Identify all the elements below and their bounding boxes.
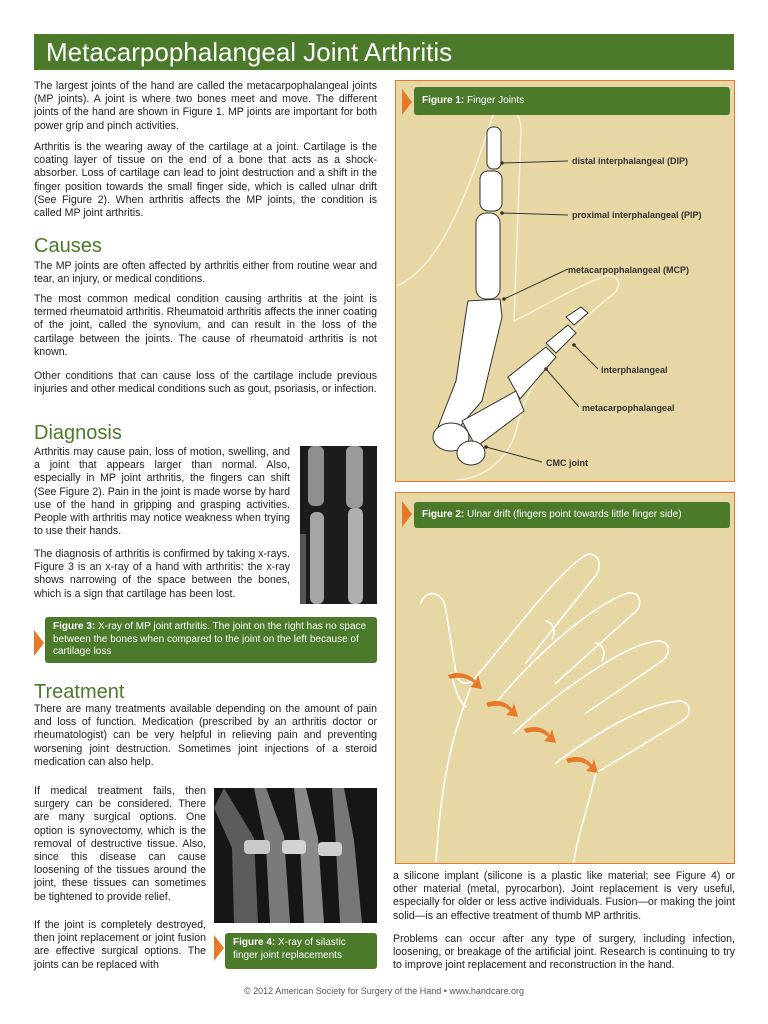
causes-paragraph-1: The MP joints are often affected by arthritis either from routine wear and tear, an injury, or medical conditions. <box>34 260 377 286</box>
page-title: Metacarpophalangeal Joint Arthritis <box>34 34 734 70</box>
causes-heading: Causes <box>34 235 102 257</box>
label-pip: proximal interphalangeal (PIP) <box>572 210 702 220</box>
figure-3-caption <box>45 617 377 663</box>
figure-1-panel <box>395 80 735 482</box>
treatment-paragraph-2: If medical treatment fails, then surgery can be considered. There are many surgical options. One option is synovectomy, which is the removal of destructive tissue. Also, since this disease can cause loosening of the tissues around the joint, these tissues can sometimes be tightened to provide relief. <box>34 785 206 903</box>
treatment-paragraph-5: Problems can occur after any type of surgery, including infection, loosening, or breakage of the artificial joint. Research is continuing to try to improve joint replacement and reconstruction in the hand. <box>393 933 735 972</box>
label-dip: distal interphalangeal (DIP) <box>572 156 689 166</box>
figure-2-panel <box>395 492 735 864</box>
diagnosis-paragraph-2: The diagnosis of arthritis is confirmed by taking x-rays. Figure 3 is an x-ray of a hand with arthritis: the x-ray shows narrowing of the space between the bones, which is a sign that cartilage has been lost. <box>34 548 290 600</box>
figure-4-arrow-icon <box>214 935 224 961</box>
figure-4-caption <box>225 933 377 969</box>
figure-4-xray-image <box>214 788 377 923</box>
diagnosis-heading: Diagnosis <box>34 422 122 444</box>
treatment-paragraph-1: There are many treatments available depending on the amount of pain and loss of function. Medication (prescribed by an arthritis doctor or rheumatologist) can be very helpful in relieving pain and preventing worsening joint destruction. Sometimes joint injections of a steroid medication can also help. <box>34 703 377 768</box>
figure-2-label: Figure 2: <box>422 509 465 520</box>
page-footer: © 2012 American Society for Surgery of the Hand • www.handcare.org <box>244 986 524 996</box>
label-mcp: metacarpophalangeal (MCP) <box>568 265 690 275</box>
figure-3-text: X-ray of MP joint arthritis. The joint on the right has no space between the bones when compared to the joint on the left because of cartilage loss <box>53 621 367 657</box>
treatment-paragraph-4: a silicone implant (silicone is a plastic like material; see Figure 4) or other material (metal, pyrocarbon). Joint replacement is very useful, especially for older or less active individuals. Fusion—or making the joint solid—is an effective treatment of thumb MP arthritis. <box>393 870 735 922</box>
treatment-paragraph-3: If the joint is completely destroyed, then joint replacement or joint fusion are effective surgical options. The joints can be replaced with <box>34 919 206 971</box>
figure-1-label: Figure 1: <box>422 95 465 106</box>
figure-4-label: Figure 4: <box>233 937 276 948</box>
figure-1-text: Finger Joints <box>467 95 525 106</box>
diagnosis-paragraph-1: Arthritis may cause pain, loss of motion, swelling, and a joint that appears larger than normal. Also, especially in MP joint arthritis, the fingers can shift (See Figure 2). Pain in the joint is made worse by hard use of the hand in gripping and grasping activities. People with arthritis may notice weakness when trying to use their hands. <box>34 446 290 538</box>
figure-1-caption <box>414 87 730 115</box>
figure-3-label: Figure 3: <box>53 621 96 632</box>
figure-2-arrow-icon <box>402 501 412 527</box>
causes-paragraph-3: Other conditions that can cause loss of the cartilage include previous injuries and other medical conditions such as gout, psoriasis, or infection. <box>34 370 377 396</box>
label-interphalangeal: interphalangeal <box>601 365 668 375</box>
intro-paragraph-1: The largest joints of the hand are called the metacarpophalangeal joints (MP joints). A joint is where two bones meet and move. The different joints of the hand are shown in Figure 1. MP joints are important for both power grip and pinch activities. <box>34 80 377 132</box>
finger-joints-illustration <box>396 81 733 480</box>
figure-3-arrow-icon <box>34 630 44 656</box>
figure-3-xray-image <box>300 446 377 604</box>
intro-paragraph-2: Arthritis is the wearing away of the cartilage at a joint. Cartilage is the coating layer of tissue on the end of a bone that acts as a shock-absorber. Loss of cartilage can lead to joint destruction and a shift in the finger position towards the small finger side, which is called ulnar drift (See Figure 2). When arthritis affects the MP joints, the condition is called MP joint arthritis. <box>34 141 377 220</box>
ulnar-drift-illustration <box>396 493 733 862</box>
figure-1-arrow-icon <box>402 89 412 115</box>
figure-2-caption <box>414 502 730 528</box>
figure-2-text: Ulnar drift (fingers point towards little finger side) <box>467 509 682 520</box>
figure-4-text: X-ray of silastic finger joint replacements <box>233 937 346 961</box>
label-cmc-joint: CMC joint <box>546 458 588 468</box>
label-metacarpophalangeal: metacarpophalangeal <box>582 403 675 413</box>
causes-paragraph-2: The most common medical condition causing arthritis at the joint is termed rheumatoid arthritis. Rheumatoid arthritis affects the inner coating of the joint, called the synovium, and can result in the loss of the cartilage between the joints. The cause of rheumatoid arthritis is not known. <box>34 293 377 358</box>
treatment-heading: Treatment <box>34 681 125 703</box>
